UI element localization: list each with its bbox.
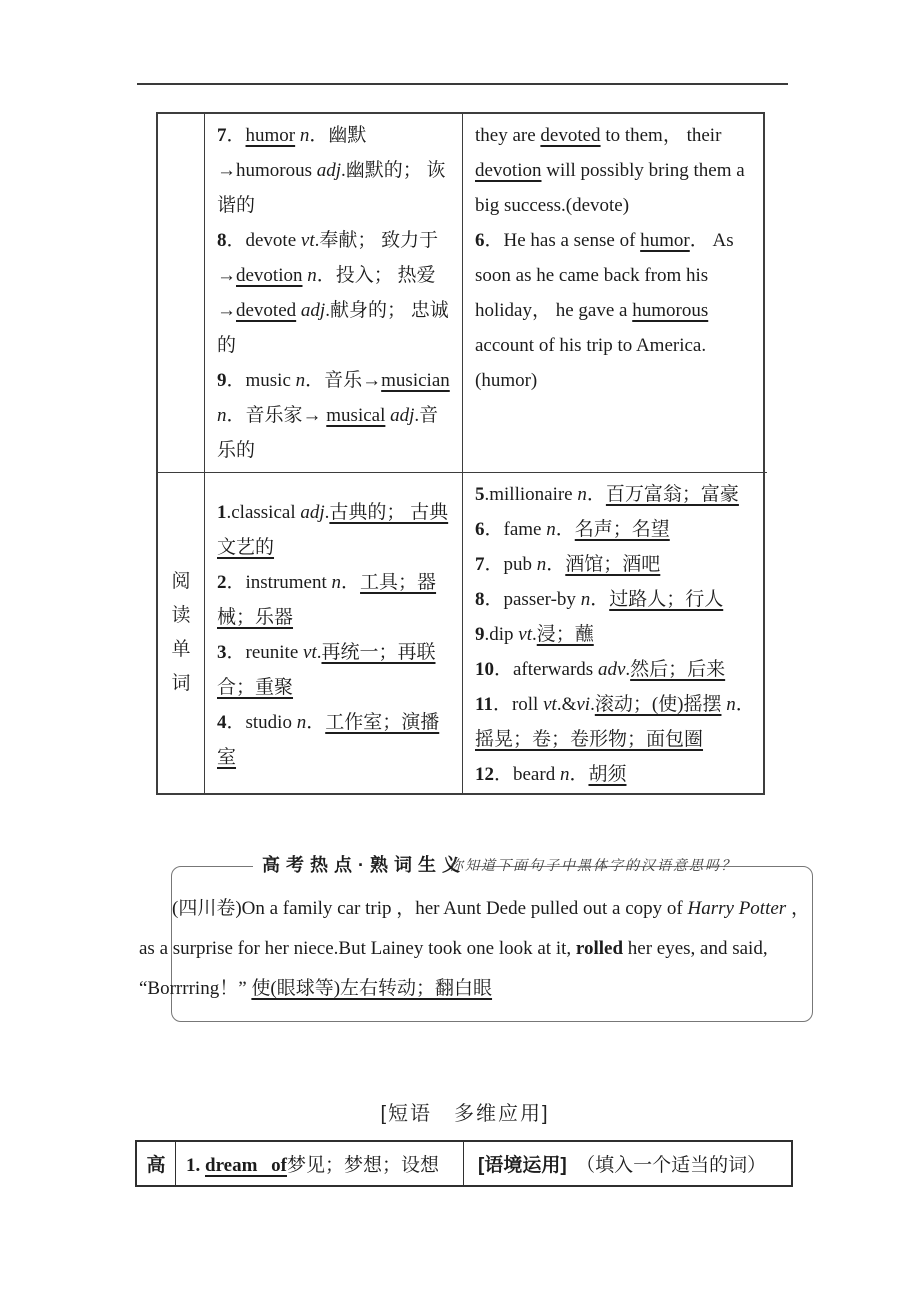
text-run: n [295, 370, 306, 391]
paragraph [217, 635, 454, 705]
text-run: 1 [217, 502, 227, 523]
text-run: ．beard [494, 764, 560, 785]
reading-words-left-cell [204, 472, 462, 793]
text-run: ． [226, 125, 246, 146]
reading-words-right-cell [462, 472, 767, 793]
text-run: humorous [632, 300, 709, 321]
derivation-examples-cell [462, 114, 767, 472]
text-run: ． [546, 554, 566, 575]
text-run: 梦见；梦想；设想 [287, 1155, 440, 1176]
text-run: 摇晃；卷；卷形物；面包圈 [475, 729, 704, 750]
hotspot-annotation: 你知道下面句子中黑体字的汉语意思吗？ [449, 859, 737, 874]
text-run: rolled [575, 938, 624, 959]
text-run: 9 [217, 370, 227, 391]
paragraph [217, 118, 454, 223]
text-run: ．music [226, 370, 296, 391]
text-run: n [726, 694, 736, 715]
text-run: devotion [236, 265, 303, 286]
text-run: （填入一个适当的词） [566, 1155, 767, 1176]
text-run: 7 [217, 125, 227, 146]
text-run: ．音乐→ [305, 370, 382, 391]
text-run: 9 [475, 624, 485, 645]
text-run: n [307, 265, 317, 286]
text-run: adj [316, 160, 342, 181]
text-run: 使(眼球等)左右转动；翻白眼 [251, 978, 493, 999]
text-run: to them， their [600, 125, 722, 146]
text-run: vt [543, 694, 557, 715]
text-run: 5 [475, 484, 485, 505]
text-run: they are [475, 125, 541, 146]
text-run: dream of [205, 1155, 287, 1176]
text-run: . [590, 694, 595, 715]
text-run: adj [390, 405, 415, 426]
text-run: her eyes, and said, “Borrrring！” [139, 938, 768, 999]
text-run: ． [555, 519, 575, 540]
text-run: .献身的； 忠诚的 [217, 300, 449, 356]
text-run: ．instrument [226, 572, 332, 593]
text-run: vt [518, 624, 532, 645]
text-run: 11 [475, 694, 493, 715]
text-run: 过路人；行人 [609, 589, 724, 610]
text-run: 滚动；(使)摇摆 [594, 694, 722, 715]
phrase-level-cell: 高 [146, 1155, 166, 1176]
text-run: adj [300, 300, 326, 321]
text-run: 工作室；演播室 [217, 712, 440, 768]
paragraph [475, 687, 759, 757]
text-run: 6 [475, 519, 485, 540]
text-run: devoted [236, 300, 297, 321]
paragraph [475, 652, 759, 687]
hotspot-paragraph [139, 889, 813, 1009]
text-run: ．afterwards [494, 659, 598, 680]
text-run: . [324, 502, 330, 523]
text-run: Harry Potter [687, 898, 787, 919]
text-run: ．studio [226, 712, 297, 733]
text-run: ．投入； 热爱→ [217, 265, 436, 321]
text-run: .& [556, 694, 577, 715]
paragraph [478, 1150, 766, 1177]
text-run: ．pub [484, 554, 537, 575]
text-run: ． [590, 589, 610, 610]
text-run: n [296, 712, 307, 733]
text-run: ．devote [226, 230, 301, 251]
text-run: humor [245, 125, 296, 146]
paragraph [139, 889, 813, 1009]
reading-words-label-cell [158, 472, 204, 793]
text-run: adv [597, 659, 626, 680]
text-run: ．passer-by [484, 589, 581, 610]
text-run: ． [569, 764, 589, 785]
text-run: n [546, 519, 556, 540]
paragraph [217, 223, 454, 363]
paragraph [475, 582, 759, 617]
text-run: 古典的； 古典文艺的 [217, 502, 449, 558]
text-run: 胡须 [588, 764, 627, 785]
text-run: 然后；后来 [630, 659, 726, 680]
text-run: . [316, 642, 322, 663]
paragraph [475, 512, 759, 547]
phrase-table [135, 1140, 793, 1187]
hotspot-title: 高考热点·熟词生义 [253, 851, 475, 877]
paragraph [217, 705, 454, 775]
text-run: n [331, 572, 342, 593]
text-run: .dip [484, 624, 519, 645]
text-run: ．fame [484, 519, 547, 540]
text-run: 再统一；再联合；重聚 [217, 642, 436, 698]
text-run: ．reunite [226, 642, 304, 663]
text-run: .奉献； 致力于→ [217, 230, 439, 286]
paragraph [217, 495, 454, 565]
paragraph [217, 565, 454, 635]
text-run: will possibly bring them a big success.(devote) [475, 160, 745, 216]
text-run: humor [640, 230, 690, 251]
text-run: 酒馆；酒吧 [565, 554, 661, 575]
text-run: 4 [217, 712, 227, 733]
text-run: .millionaire [484, 484, 578, 505]
derivation-side-label-cell [158, 114, 204, 472]
text-run: ． [735, 694, 755, 715]
paragraph [186, 1150, 439, 1177]
paragraph [475, 547, 759, 582]
text-run: 12 [475, 764, 494, 785]
context-usage-cell [463, 1142, 793, 1185]
text-run: 8 [475, 589, 485, 610]
paragraph [475, 118, 759, 223]
text-run: account of his trip to America.(humor) [475, 335, 707, 391]
text-run: 浸；蘸 [536, 624, 594, 645]
text-run: vi [576, 694, 591, 715]
text-run: adj [300, 502, 325, 523]
text-run: 10 [475, 659, 494, 680]
paragraph [217, 363, 454, 468]
text-run: n [559, 764, 570, 785]
text-run: 名声；名望 [574, 519, 670, 540]
text-run: ． [306, 712, 326, 733]
text-run: vt [303, 642, 317, 663]
paragraph [475, 617, 759, 652]
text-run: .幽默的； 诙谐的 [217, 160, 446, 216]
text-run: ，as a surprise for her niece.But Lainey took one look at it, [139, 898, 810, 959]
text-run: . [625, 659, 631, 680]
exam-hotspot-section [137, 845, 815, 1045]
text-run: ．音乐家→ [226, 405, 327, 426]
reading-words-label: 阅读单词 [171, 571, 191, 694]
text-run: devotion [475, 160, 542, 181]
phrase-cell [175, 1142, 463, 1185]
paragraph [475, 757, 759, 792]
text-run: 3 [217, 642, 227, 663]
text-run: 工具；器械；乐器 [217, 572, 437, 628]
paragraph [475, 477, 759, 512]
text-run: 8 [217, 230, 227, 251]
text-run: ．He has a sense of [484, 230, 641, 251]
text-run: n [580, 589, 591, 610]
text-run: n [217, 405, 227, 426]
text-run: ．roll [492, 694, 544, 715]
paragraph [475, 223, 759, 398]
text-run: musical [326, 405, 386, 426]
text-run: . [532, 624, 537, 645]
phrase-section-heading: [短语 多维应用] [380, 1103, 550, 1125]
text-run: ． [341, 572, 361, 593]
text-run: 2 [217, 572, 227, 593]
top-divider [137, 83, 788, 85]
derivation-words-cell [204, 114, 462, 472]
text-run: ． As soon as he came back from his holiday， he gave a [475, 230, 734, 321]
text-run: 1. [186, 1155, 205, 1176]
text-run: .classical [226, 502, 301, 523]
text-run: devoted [540, 125, 601, 146]
text-run: 百万富翁；富豪 [605, 484, 739, 505]
text-run: ．幽默→humorous [217, 125, 367, 181]
vocabulary-table [156, 112, 765, 795]
text-run: 6 [475, 230, 485, 251]
text-run: 7 [475, 554, 485, 575]
text-run: ． [586, 484, 606, 505]
text-run: n [299, 125, 310, 146]
text-run: n [536, 554, 547, 575]
text-run: (四川卷)On a family car trip ，her Aunt Dede pulled out a copy of [172, 898, 688, 919]
text-run: n [577, 484, 587, 505]
text-run: musician [381, 370, 450, 391]
text-run: [语境运用] [478, 1155, 567, 1176]
text-run: .音乐的 [217, 405, 439, 461]
text-run: vt [300, 230, 315, 251]
